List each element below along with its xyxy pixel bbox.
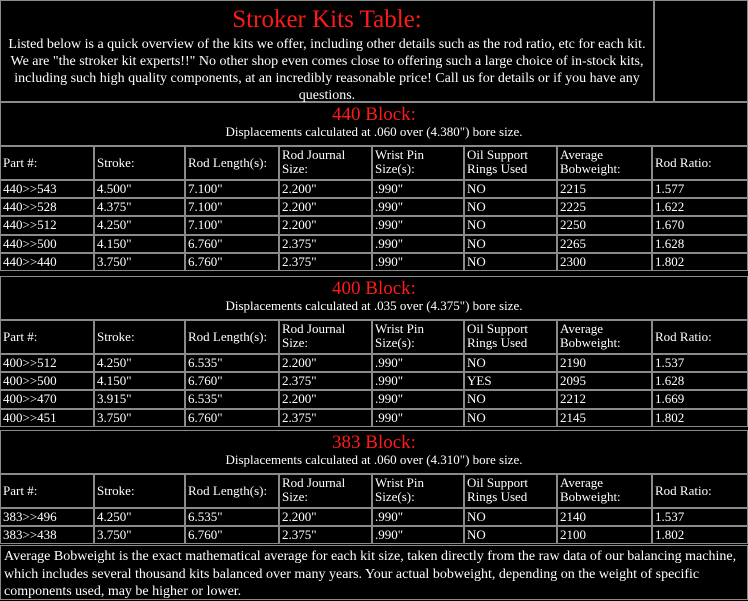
table-cell: NO bbox=[464, 216, 557, 234]
table-cell: .990" bbox=[372, 198, 464, 216]
table-cell: 4.250" bbox=[94, 216, 185, 234]
column-header: Part #: bbox=[0, 474, 94, 508]
table-cell: 2190 bbox=[557, 354, 652, 372]
table-cell: 3.750" bbox=[94, 526, 185, 544]
table-cell: 2250 bbox=[557, 216, 652, 234]
column-header: Rod Journal Size: bbox=[279, 474, 372, 508]
table-row bbox=[0, 180, 748, 198]
table-cell: .990" bbox=[372, 235, 464, 253]
table-cell: 2.200" bbox=[279, 508, 372, 526]
table-cell: 2212 bbox=[557, 390, 652, 408]
table-cell: 1.802 bbox=[652, 253, 748, 271]
table-row bbox=[0, 216, 748, 234]
table-cell: 6.760" bbox=[185, 409, 279, 427]
table-cell: 1.537 bbox=[652, 508, 748, 526]
column-header: Average Bobweight: bbox=[557, 146, 652, 180]
table-cell: 4.150" bbox=[94, 235, 185, 253]
table-cell: 6.535" bbox=[185, 508, 279, 526]
table-cell: 440>>500 bbox=[0, 235, 94, 253]
table-cell: 400>>512 bbox=[0, 354, 94, 372]
table-cell: NO bbox=[464, 390, 557, 408]
column-header: Wrist Pin Size(s): bbox=[372, 320, 464, 354]
table-row bbox=[0, 409, 748, 427]
table-cell: 400>>500 bbox=[0, 372, 94, 390]
section-header bbox=[0, 102, 748, 146]
column-header: Average Bobweight: bbox=[557, 474, 652, 508]
intro-text: Listed below is a quick overview of the kits we offer, including other details such as the rod ratio, etc for each kit. We are "the stroker kit experts!!" No other shop even comes close to offering such a large choice of in-stock kits, including such high quality components, at an incredibly reasonable price! Call us for details or if you have any questions. bbox=[8, 37, 646, 103]
table-cell: 400>>451 bbox=[0, 409, 94, 427]
table-cell: 383>>496 bbox=[0, 508, 94, 526]
table-cell: 440>>440 bbox=[0, 253, 94, 271]
table-cell: YES bbox=[464, 372, 557, 390]
table-cell: 7.100" bbox=[185, 198, 279, 216]
table-row bbox=[0, 526, 748, 544]
column-header: Wrist Pin Size(s): bbox=[372, 146, 464, 180]
table-cell: 2.200" bbox=[279, 216, 372, 234]
section-title: 400 Block: bbox=[332, 278, 416, 299]
column-header: Rod Journal Size: bbox=[279, 146, 372, 180]
table-cell: 440>>543 bbox=[0, 180, 94, 198]
table-row bbox=[0, 235, 748, 253]
table-cell: .990" bbox=[372, 409, 464, 427]
table-cell: 1.628 bbox=[652, 372, 748, 390]
table-cell: 1.670 bbox=[652, 216, 748, 234]
table-cell: 440>>528 bbox=[0, 198, 94, 216]
table-cell: 400>>470 bbox=[0, 390, 94, 408]
table-cell: 3.750" bbox=[94, 409, 185, 427]
table-cell: .990" bbox=[372, 372, 464, 390]
column-header: Rod Ratio: bbox=[652, 474, 748, 508]
table-cell: NO bbox=[464, 180, 557, 198]
table-cell: 6.760" bbox=[185, 235, 279, 253]
section-title: 440 Block: bbox=[332, 104, 416, 125]
table-cell: 4.250" bbox=[94, 508, 185, 526]
table-cell: 6.535" bbox=[185, 354, 279, 372]
table-cell: NO bbox=[464, 253, 557, 271]
column-header: Rod Journal Size: bbox=[279, 320, 372, 354]
column-header: Rod Length(s): bbox=[185, 146, 279, 180]
table-cell: 2.200" bbox=[279, 198, 372, 216]
column-header: Part #: bbox=[0, 146, 94, 180]
table-cell: .990" bbox=[372, 508, 464, 526]
table-cell: 7.100" bbox=[185, 216, 279, 234]
table-cell: NO bbox=[464, 198, 557, 216]
table-cell: 2145 bbox=[557, 409, 652, 427]
table-row bbox=[0, 390, 748, 408]
table-cell: 7.100" bbox=[185, 180, 279, 198]
column-header: Rod Ratio: bbox=[652, 146, 748, 180]
column-header: Rod Length(s): bbox=[185, 474, 279, 508]
intro-box bbox=[0, 0, 654, 102]
column-header: Oil Support Rings Used bbox=[464, 474, 557, 508]
column-header-row bbox=[0, 320, 748, 354]
table-cell: 6.760" bbox=[185, 526, 279, 544]
table-cell: 2095 bbox=[557, 372, 652, 390]
table-cell: 2225 bbox=[557, 198, 652, 216]
column-header: Oil Support Rings Used bbox=[464, 320, 557, 354]
column-header: Rod Ratio: bbox=[652, 320, 748, 354]
table-cell: NO bbox=[464, 235, 557, 253]
page-title: Stroker Kits Table: bbox=[232, 6, 422, 33]
table-cell: 6.535" bbox=[185, 390, 279, 408]
column-header: Rod Length(s): bbox=[185, 320, 279, 354]
table-cell: .990" bbox=[372, 354, 464, 372]
column-header-row bbox=[0, 146, 748, 180]
table-cell: 2.375" bbox=[279, 409, 372, 427]
column-header: Stroke: bbox=[94, 320, 185, 354]
table-cell: 2100 bbox=[557, 526, 652, 544]
table-row bbox=[0, 508, 748, 526]
column-header: Stroke: bbox=[94, 474, 185, 508]
table-cell: 2.375" bbox=[279, 235, 372, 253]
table-cell: 2.375" bbox=[279, 372, 372, 390]
table-cell: 1.628 bbox=[652, 235, 748, 253]
table-cell: 3.750" bbox=[94, 253, 185, 271]
table-row bbox=[0, 372, 748, 390]
table-row bbox=[0, 253, 748, 271]
table-cell: NO bbox=[464, 508, 557, 526]
table-row bbox=[0, 198, 748, 216]
table-cell: .990" bbox=[372, 216, 464, 234]
table-cell: .990" bbox=[372, 253, 464, 271]
table-cell: 2.200" bbox=[279, 390, 372, 408]
column-header: Average Bobweight: bbox=[557, 320, 652, 354]
column-header-row bbox=[0, 474, 748, 508]
section-title: 383 Block: bbox=[332, 432, 416, 453]
table-cell: 383>>438 bbox=[0, 526, 94, 544]
table-cell: 2140 bbox=[557, 508, 652, 526]
table-cell: 2300 bbox=[557, 253, 652, 271]
table-cell: 1.622 bbox=[652, 198, 748, 216]
table-cell: 2.375" bbox=[279, 253, 372, 271]
column-header: Oil Support Rings Used bbox=[464, 146, 557, 180]
section-subtitle: Displacements calculated at .035 over (4.375") bore size. bbox=[225, 298, 523, 313]
intro-corner-cell bbox=[654, 0, 748, 102]
table-cell: 2215 bbox=[557, 180, 652, 198]
table-row bbox=[0, 354, 748, 372]
table-cell: 4.500" bbox=[94, 180, 185, 198]
table-cell: 4.250" bbox=[94, 354, 185, 372]
column-header: Stroke: bbox=[94, 146, 185, 180]
table-cell: 1.802 bbox=[652, 409, 748, 427]
table-cell: 1.802 bbox=[652, 526, 748, 544]
table-cell: NO bbox=[464, 409, 557, 427]
table-cell: 2.200" bbox=[279, 354, 372, 372]
table-cell: 1.537 bbox=[652, 354, 748, 372]
footer-note: Average Bobweight is the exact mathematical average for each kit size, taken directly from the raw data of our balancing machine, which includes several thousand kits balanced over many years. Your actual bobweight, depending on the weight of specific components used, may be higher or lower. bbox=[0, 545, 748, 600]
column-header: Wrist Pin Size(s): bbox=[372, 474, 464, 508]
table-cell: 4.375" bbox=[94, 198, 185, 216]
section-header bbox=[0, 430, 748, 474]
table-cell: 2265 bbox=[557, 235, 652, 253]
table-cell: .990" bbox=[372, 390, 464, 408]
section-subtitle: Displacements calculated at .060 over (4.380") bore size. bbox=[225, 124, 523, 139]
table-cell: 3.915" bbox=[94, 390, 185, 408]
table-cell: .990" bbox=[372, 180, 464, 198]
table-cell: .990" bbox=[372, 526, 464, 544]
table-cell: NO bbox=[464, 526, 557, 544]
table-cell: 1.577 bbox=[652, 180, 748, 198]
column-header: Part #: bbox=[0, 320, 94, 354]
table-cell: NO bbox=[464, 354, 557, 372]
table-cell: 6.760" bbox=[185, 253, 279, 271]
table-cell: 6.760" bbox=[185, 372, 279, 390]
section-subtitle: Displacements calculated at .060 over (4.310") bore size. bbox=[225, 452, 523, 467]
table-cell: 1.669 bbox=[652, 390, 748, 408]
table-cell: 2.200" bbox=[279, 180, 372, 198]
section-header bbox=[0, 276, 748, 320]
table-cell: 2.375" bbox=[279, 526, 372, 544]
table-cell: 4.150" bbox=[94, 372, 185, 390]
table-cell: 440>>512 bbox=[0, 216, 94, 234]
